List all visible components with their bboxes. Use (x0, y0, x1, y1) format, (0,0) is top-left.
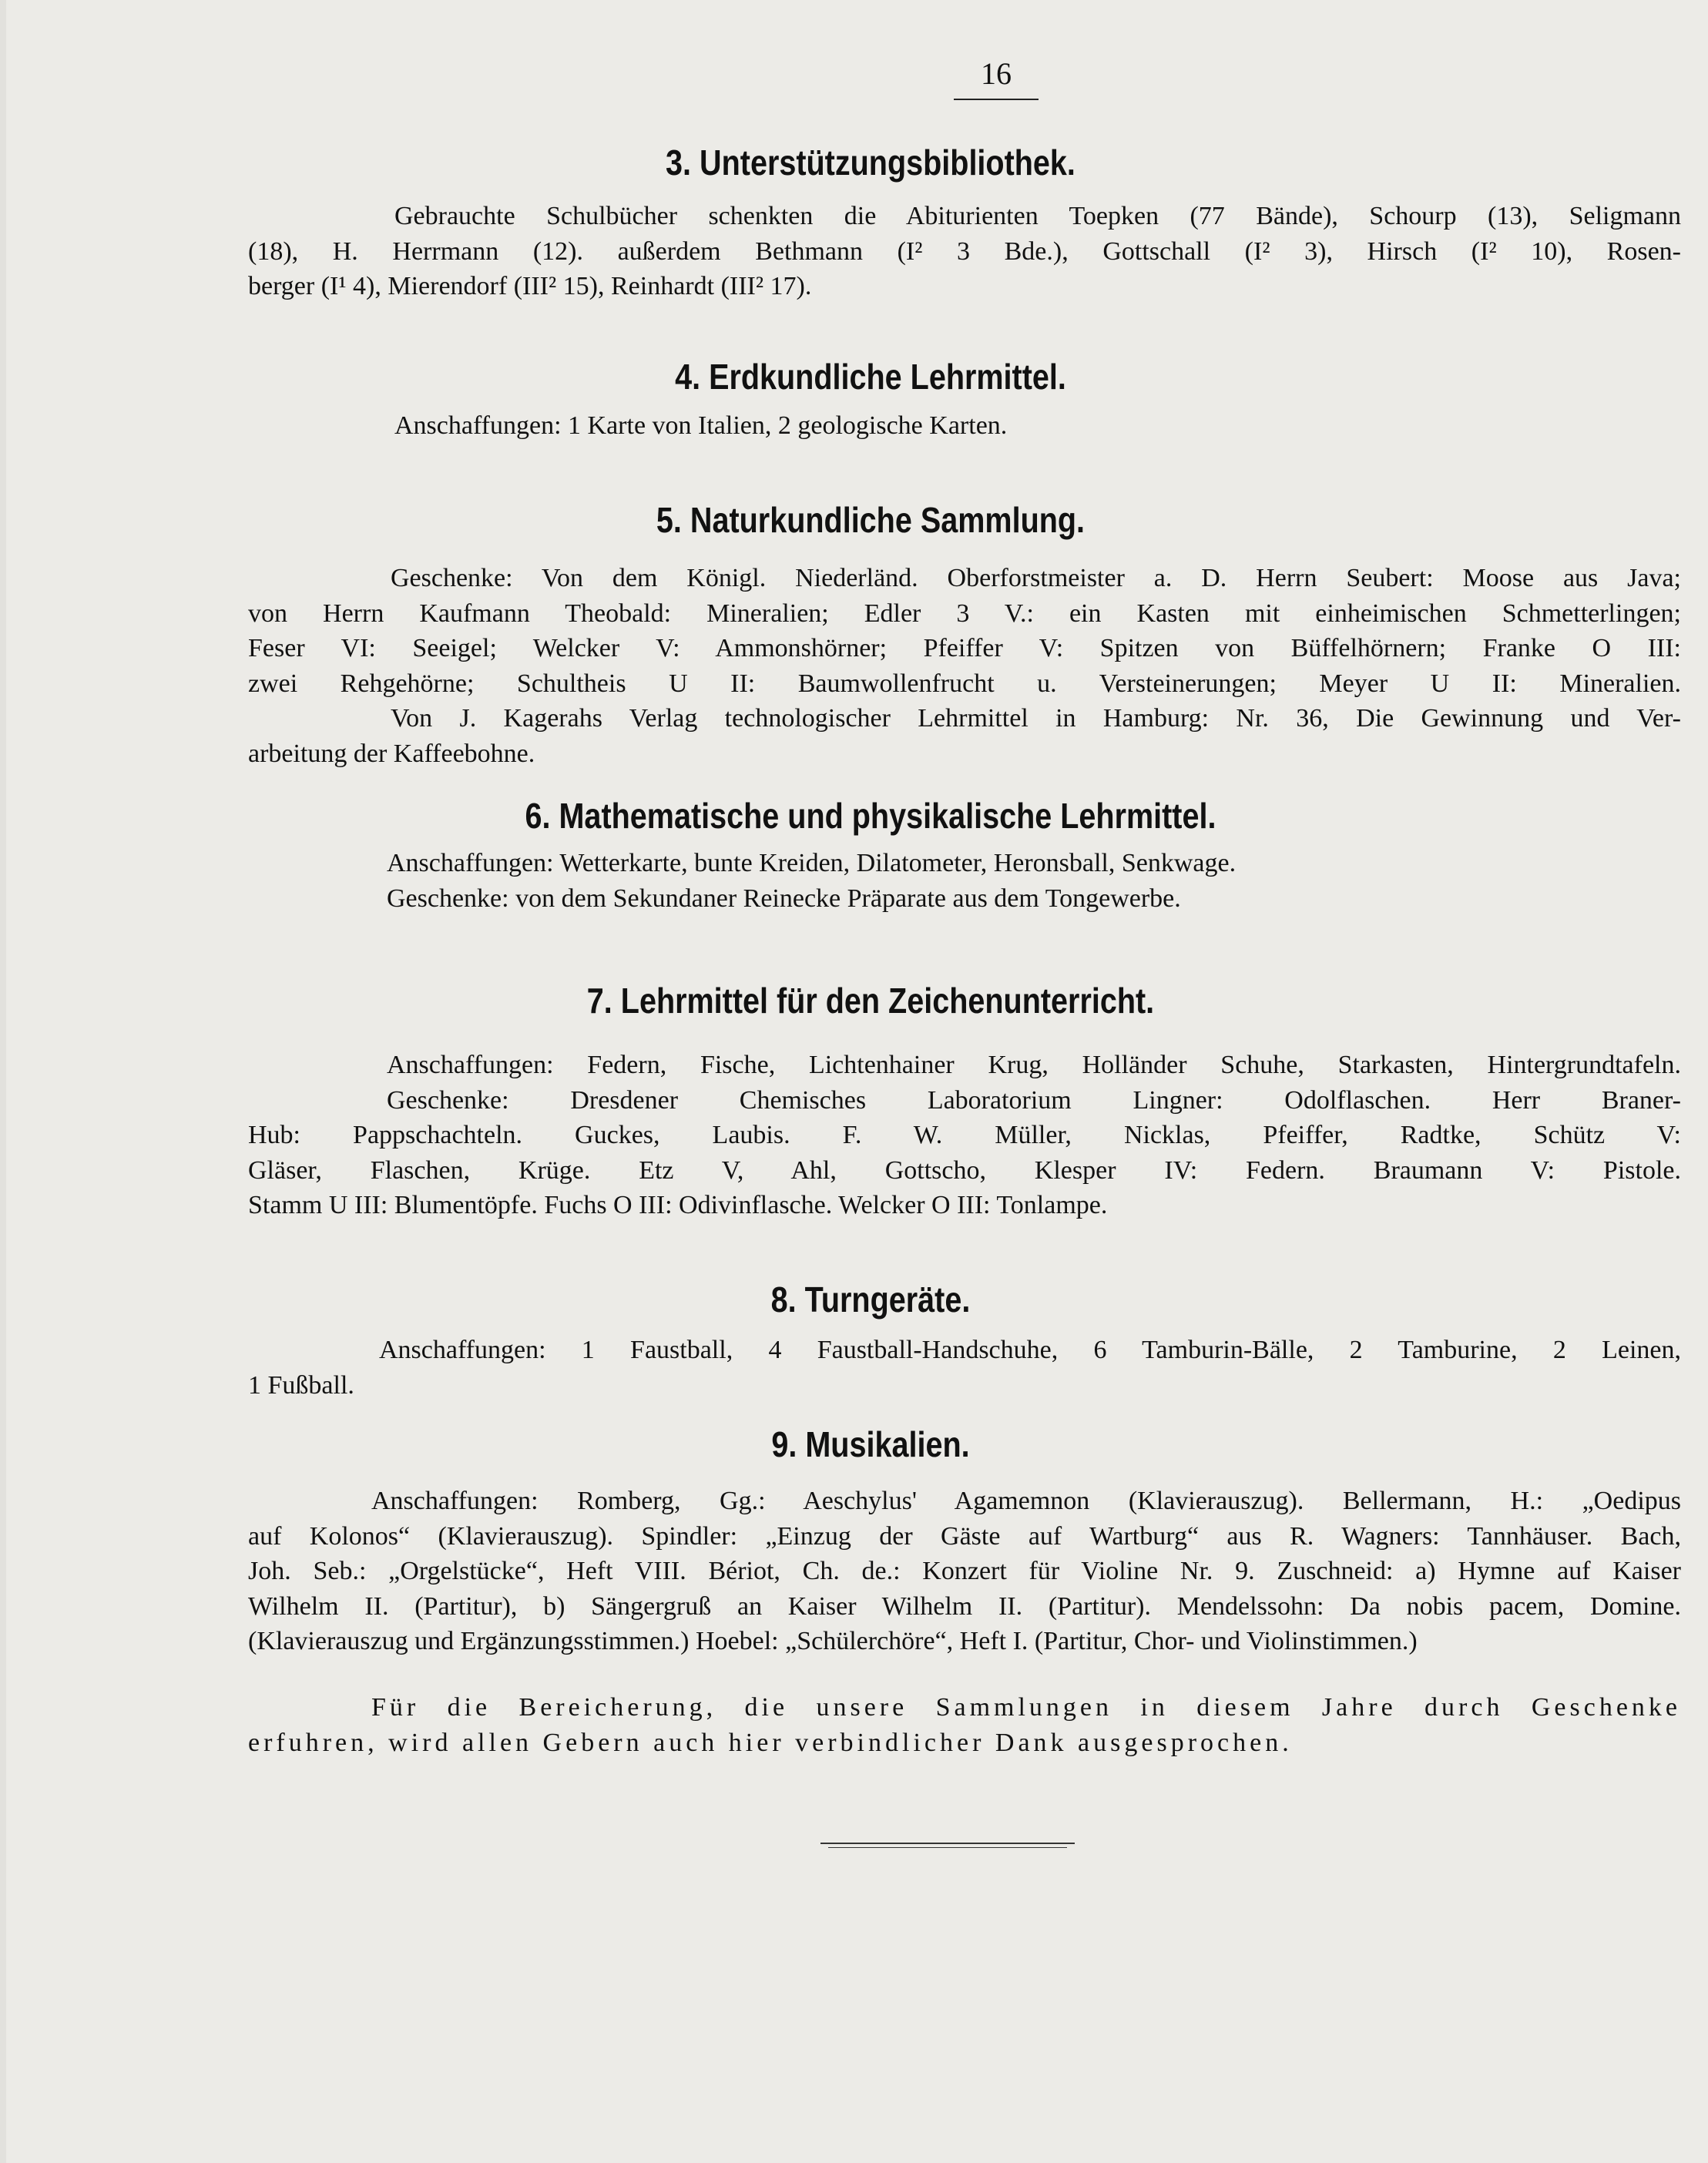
text-line: Geschenke: Dresdener Chemisches Laboratorium Lingner: Odolflaschen. Herr Braner- (387, 1085, 1681, 1115)
text-line: Anschaffungen: 1 Faustball, 4 Faustball-Handschuhe, 6 Tamburin-Bälle, 2 Tamburine, 2 Leinen, (379, 1336, 1681, 1364)
text-line: Anschaffungen: Wetterkarte, bunte Kreiden, Dilatometer, Heronsball, Senkwage. (387, 849, 1237, 877)
text-line: Feser VI: Seeigel; Welcker V: Ammonshörner; Pfeiffer V: Spitzen von Büffelhörnern; Franke O III: (248, 634, 1681, 662)
closing-paragraph (248, 1690, 1681, 1760)
page-number-rule (954, 99, 1039, 100)
section-heading-7: 7. Lehrmittel für den Zeichenunterricht. (586, 981, 1155, 1021)
section-heading-4: 4. Erdkundliche Lehrmittel. (675, 357, 1066, 397)
section-heading-5: 5. Naturkundliche Sammlung. (656, 500, 1086, 540)
text-line: arbeitung der Kaffeebohne. (248, 739, 535, 768)
page-edge (0, 0, 6, 2163)
text-line: Geschenke: von dem Sekundaner Reinecke Präparate aus dem Tongewerbe. (387, 884, 1181, 913)
text-line: Hub: Pappschachteln. Guckes, Laubis. F. W. Müller, Nicklas, Pfeiffer, Radtke, Schütz V: (248, 1121, 1681, 1149)
text-line: (Klavierauszug und Ergänzungsstimmen.) Hoebel: „Schülerchöre“, Heft I. (Partitur, Chor- und Violinstimmen.) (248, 1627, 1418, 1655)
text-line: Gebrauchte Schulbücher schenkten die Abiturienten Toepken (77 Bände), Schourp (13), Seligmann (394, 202, 1681, 230)
text-line: Gläser, Flaschen, Krüge. Etz V, Ahl, Gottscho, Klesper IV: Federn. Braumann V: Pistole. (248, 1155, 1681, 1185)
text-line: Von J. Kagerahs Verlag technologischer Lehrmittel in Hamburg: Nr. 36, Die Gewinnung und Ver- (391, 704, 1681, 733)
section-body-8 (248, 1333, 1681, 1403)
text-line: Joh. Seb.: „Orgelstücke“, Heft VIII. Bériot, Ch. de.: Konzert für Violine Nr. 9. Zuschneid: a) Hymne auf Kaiser (248, 1557, 1681, 1585)
text-line: von Herrn Kaufmann Theobald: Mineralien; Edler 3 V.: ein Kasten mit einheimischen Schmetterlingen; (248, 599, 1681, 628)
closing-rule (820, 1843, 1075, 1844)
section-heading-8: 8. Turngeräte. (770, 1279, 971, 1320)
section-body-5 (248, 561, 1681, 771)
text-line: zwei Rehgehörne; Schultheis U II: Baumwollenfrucht u. Versteinerungen; Meyer U II: Mineralien. (248, 669, 1681, 698)
section-heading-9: 9. Musikalien. (771, 1424, 970, 1464)
text-line: Anschaffungen: 1 Karte von Italien, 2 geologische Karten. (394, 411, 1008, 440)
page-number: 16 (981, 56, 1012, 91)
text-line: Geschenke: Von dem Königl. Niederländ. Oberforstmeister a. D. Herrn Seubert: Moose aus Java; (391, 564, 1681, 592)
text-line: (18), H. Herrmann (12). außerdem Bethmann (I² 3 Bde.), Gottschall (I² 3), Hirsch (I² 10), Rosen- (248, 236, 1681, 266)
section-heading-6: 6. Mathematische und physikalische Lehrmittel. (525, 796, 1216, 836)
section-body-7 (248, 1048, 1681, 1223)
text-line: Anschaffungen: Federn, Fische, Lichtenhainer Krug, Holländer Schuhe, Starkasten, Hintergrundtafeln. (387, 1051, 1681, 1079)
section-body-4 (248, 408, 1681, 444)
text-line: Für die Bereicherung, die unsere Sammlungen in diesem Jahre durch Geschenke (371, 1693, 1681, 1722)
section-heading-3: 3. Unterstützungsbibliothek. (666, 143, 1075, 183)
text-line: auf Kolonos“ (Klavierauszug). Spindler: „Einzug der Gäste auf Wartburg“ aus R. Wagners: Tannhäuser. Bach, (248, 1521, 1681, 1551)
section-body-3 (248, 199, 1681, 304)
text-line: erfuhren, wird allen Gebern auch hier verbindlicher Dank ausgesprochen. (248, 1728, 1293, 1757)
section-body-6 (248, 846, 1681, 916)
text-line: Stamm U III: Blumentöpfe. Fuchs O III: Odivinflasche. Welcker O III: Tonlampe. (248, 1191, 1108, 1219)
section-body-9 (248, 1484, 1681, 1659)
text-line: Wilhelm II. (Partitur), b) Sängergruß an Kaiser Wilhelm II. (Partitur). Mendelssohn: Da nobis pacem, Domine. (248, 1591, 1681, 1621)
text-line: 1 Fußball. (248, 1370, 354, 1400)
closing-rule-inner (828, 1847, 1067, 1848)
text-line: berger (I¹ 4), Mierendorf (III² 15), Reinhardt (III² 17). (248, 272, 812, 300)
text-line: Anschaffungen: Romberg, Gg.: Aeschylus' Agamemnon (Klavierauszug). Bellermann, H.: „Oedipus (371, 1487, 1681, 1515)
